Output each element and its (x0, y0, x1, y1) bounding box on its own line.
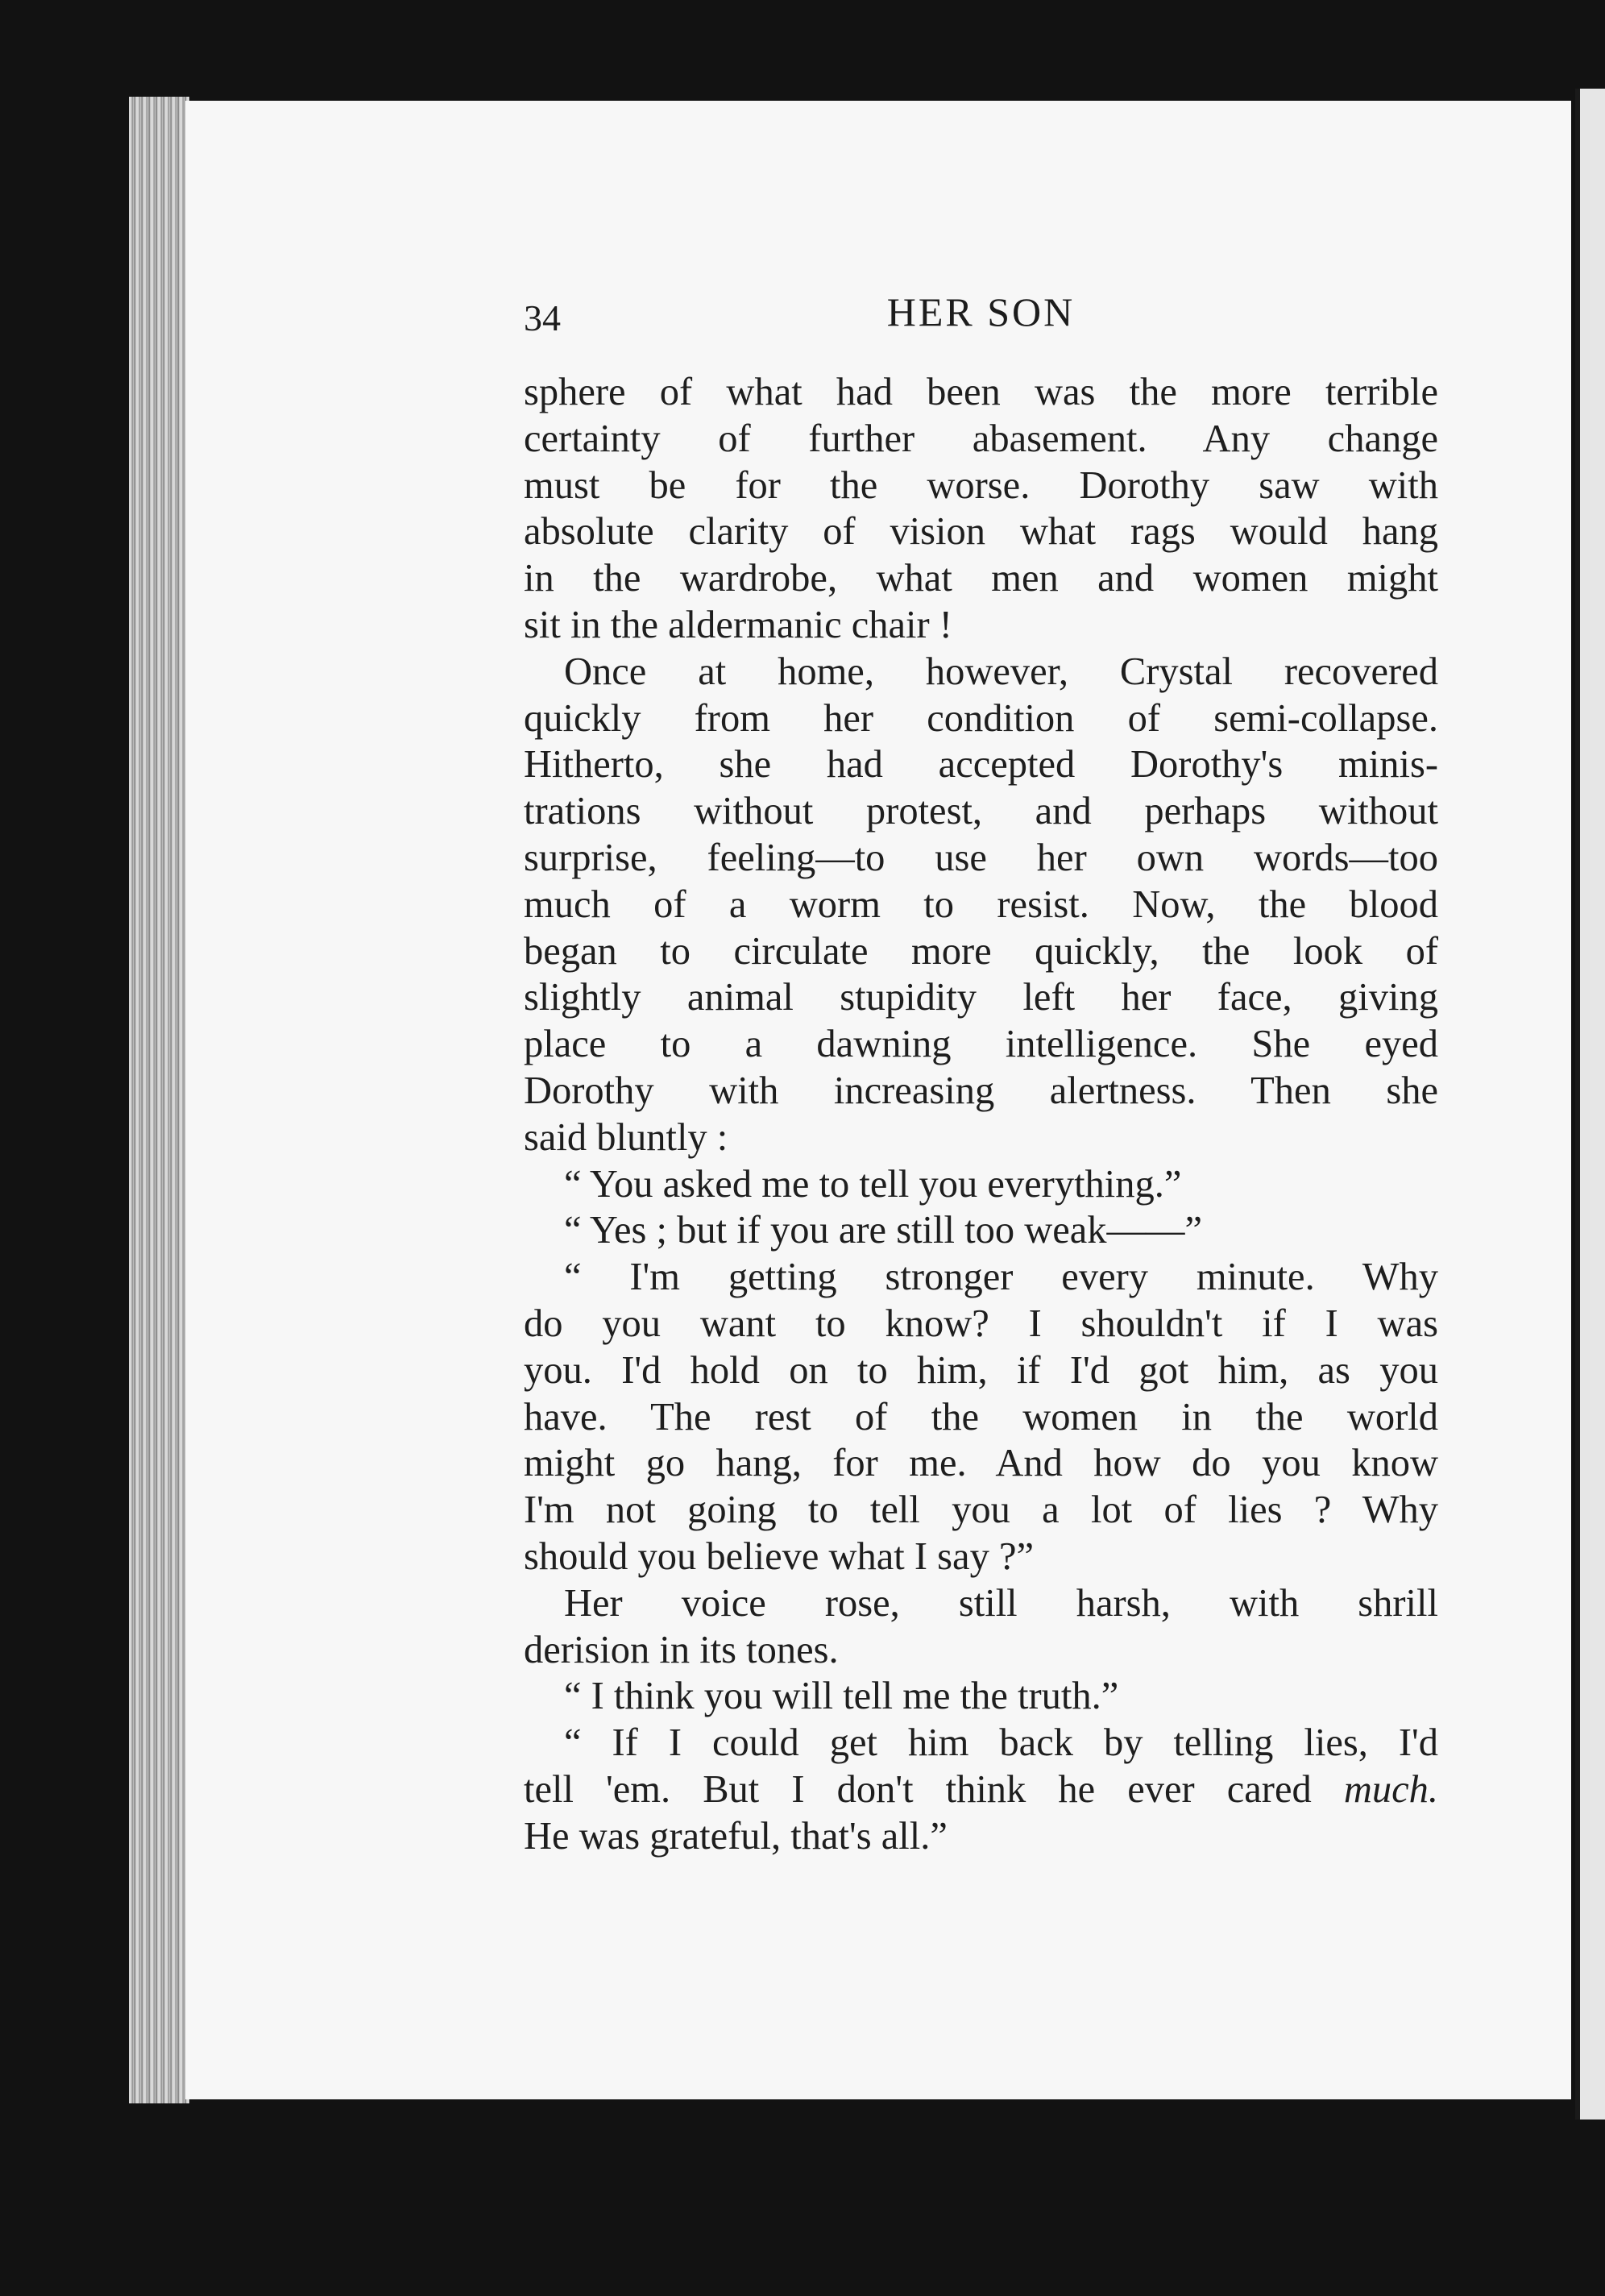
text-line: in the wardrobe, what men and women might (524, 557, 1438, 600)
text-line: surprise, feeling—to use her own words—too (524, 836, 1438, 879)
text-line: “ I'm getting stronger every minute. Why (564, 1256, 1438, 1299)
text-line: certainty of further abasement. Any change (524, 417, 1438, 460)
text-line: do you want to know? I shouldn't if I was (524, 1302, 1438, 1345)
book-page-edges (129, 97, 189, 2103)
body-text (524, 369, 1438, 1860)
text-line: “ I think you will tell me the truth.” (564, 1675, 1119, 1718)
text-line: sit in the aldermanic chair ! (524, 603, 952, 646)
text-line: Once at home, however, Crystal recovered (564, 650, 1438, 693)
text-line (524, 1767, 1438, 1813)
text-line: place to a dawning intelligence. She eyed (524, 1023, 1438, 1066)
text-line: derision in its tones. (524, 1628, 839, 1671)
text-line: should you believe what I say ?” (524, 1534, 1035, 1578)
text-line: must be for the worse. Dorothy saw with (524, 463, 1438, 507)
text-line: have. The rest of the women in the world (524, 1395, 1438, 1439)
text-line: began to circulate more quickly, the look of (524, 929, 1438, 973)
text-line-part: tell 'em. But I don't think he ever cared (524, 1767, 1312, 1811)
text-line: He was grateful, that's all.” (524, 1814, 948, 1858)
text-line: Her voice rose, still harsh, with shrill (564, 1581, 1438, 1625)
text-line: quickly from her condition of semi-collapse. (524, 696, 1438, 740)
text-line: “ You asked me to tell you everything.” (564, 1162, 1182, 1206)
text-line: Hitherto, she had accepted Dorothy's minis- (524, 743, 1438, 787)
text-line: said bluntly : (524, 1115, 728, 1159)
italic-word: much. (1343, 1767, 1439, 1811)
text-line: slightly animal stupidity left her face, giving (524, 976, 1438, 1019)
page-number: 34 (524, 297, 561, 338)
facing-page-edge (1575, 89, 1605, 2120)
text-line: might go hang, for me. And how do you know (524, 1442, 1438, 1485)
text-line: I'm not going to tell you a lot of lies ? Why (524, 1488, 1438, 1532)
text-line: absolute clarity of vision what rags would hang (524, 510, 1438, 554)
page-header (524, 289, 1438, 353)
text-line: “ If I could get him back by telling lies, I'd (564, 1721, 1438, 1765)
text-line: much of a worm to resist. Now, the blood (524, 882, 1438, 926)
text-line: you. I'd hold on to him, if I'd got him, as you (524, 1348, 1438, 1392)
text-line: Dorothy with increasing alertness. Then she (524, 1069, 1438, 1112)
text-line: sphere of what had been was the more terrible (524, 371, 1438, 413)
text-line: “ Yes ; but if you are still too weak——” (564, 1209, 1203, 1252)
text-line: trations without protest, and perhaps without (524, 790, 1438, 833)
running-title: HER SON (886, 289, 1076, 334)
